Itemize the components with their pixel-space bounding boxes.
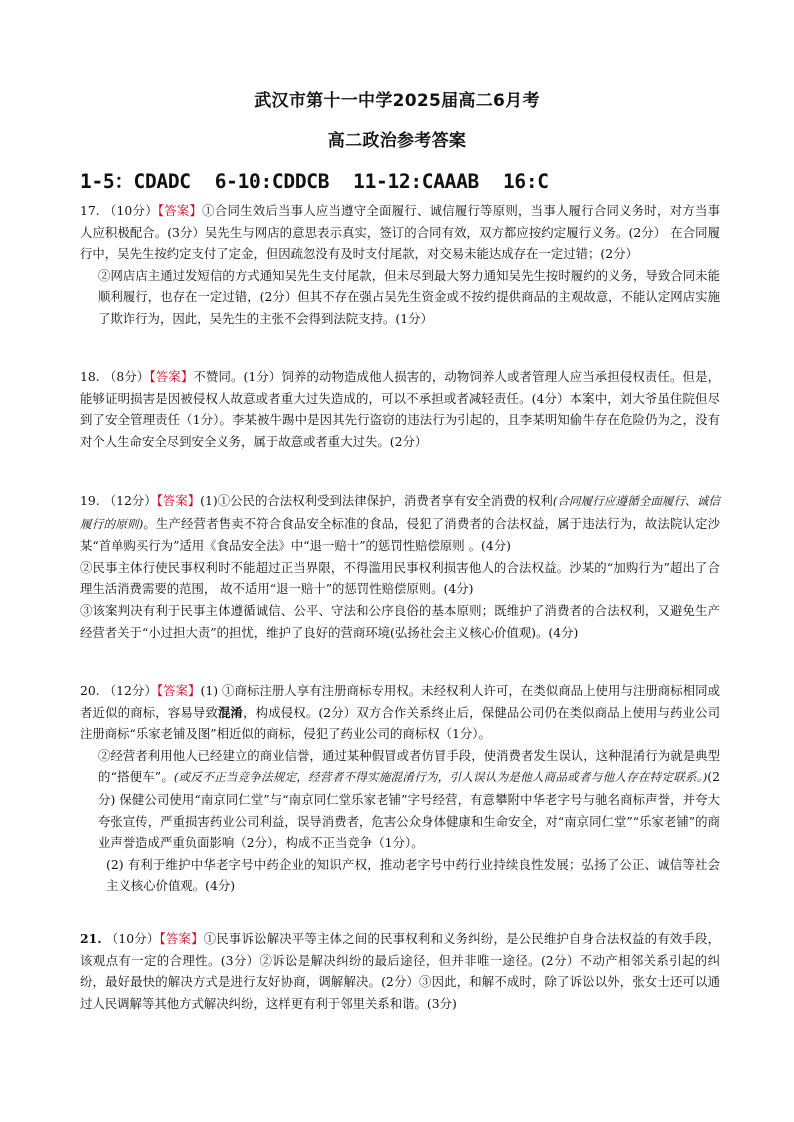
question-18 xyxy=(80,366,720,452)
question-number: 20. xyxy=(80,683,100,698)
q21-text: ①民事诉讼解决平等主体之间的民事权利和义务纠纷，是公民维护自身合法权益的有效手段，该观点有一定的合理性。(3分）②诉讼是解决纠纷的最后途径，但并非唯一途径。(2分）不动产相邻关系引起的纠纷，最好最快的解决方式是进行友好协商，调解解决。(2分）③因此，和解不成时，除了诉讼以外，张女士还可以通过人民调解等其他方式解决纠纷，这样更有利于邻里关系和谐。(3分) xyxy=(80,931,720,1011)
q20-para-3: (2) 有利于维护中华老字号中药企业的知识产权，推动老字号中药行业持续良性发展；弘扬了公正、诚信等社会主义核心价值观。(4分) xyxy=(106,856,720,894)
question-score: （10分） xyxy=(105,931,160,946)
q20-text-1a: (1) ①商标注册人享有注册商标专用权。未经权利人许可，在类似商品上使用与注册商标相同或者近似的商标，容易导致 xyxy=(80,683,720,720)
question-21 xyxy=(80,928,720,1014)
mc-answer-group: 16:C xyxy=(502,170,549,193)
mc-answer-group: 11-12:CAAAB xyxy=(353,170,479,193)
q20-bold-term: 混淆 xyxy=(218,704,244,720)
q20-text-2a: ②经营者利用他人已经建立的商业信誉，通过某种假冒或者仿冒手段，使消费者发生误认，这种混淆行为就是典型的“搭便车”。 xyxy=(98,747,720,785)
question-number: 19. xyxy=(80,493,100,508)
q18-text: 不赞同。(1分）饲养的动物造成他人损害的，动物饲养人或者管理人应当承担侵权责任。但是，能够证明损害是因被侵权人故意或者重大过失造成的，可以不承担或者减轻责任。(4分）本案中，刘大爷虽住院但尽到了安全管理责任（1分）。李某被牛踢中是因其先行盗窃的违法行为引起的，且李某明知偷牛存在危险仍为之，没有对个人生命安全尽到安全义务，属于故意或者重大过失。(2分） xyxy=(80,369,720,449)
answer-tag: 【答案】 xyxy=(149,369,194,384)
q18-para xyxy=(80,366,720,452)
page-title: 武汉市第十一中学2025届高二6月考 xyxy=(254,91,540,111)
answer-tag: 【答案】 xyxy=(159,931,204,946)
mc-answer-group: 6-10:CDDCB xyxy=(214,170,330,193)
question-number: 18. xyxy=(80,369,100,384)
q19-text-1b: 。生产经营者售卖不符合食品安全标准的食品，侵犯了消费者的合法权益，属于违法行为，故法院认定沙某“首单购买行为”适用《食品安全法》中“退一赔十”的惩罚性赔偿原则 。(4分) xyxy=(80,515,720,554)
q17-para-1 xyxy=(80,200,720,265)
q21-para xyxy=(80,928,720,1014)
q19-text-1a: (1)①公民的合法权利受到法律保护，消费者享有安全消费的权利 xyxy=(200,493,553,508)
answer-tag: 【答案】 xyxy=(157,203,203,218)
q19-para-2: ②民事主体行使民事权利时不能超过正当界限，不得滥用民事权利损害他人的合法权益。沙某的“加购行为”超出了合理生活消费需要的范围， 故不适用“退一赔十”的惩罚性赔偿原则。(4分) xyxy=(80,559,720,597)
q17-text-1: ①合同生效后当事人应当遵守全面履行、诚信履行等原则，当事人履行合同义务时，对方当事人应积极配合。(3分）吴先生与网店的意思表示真实，签订的合同有效，双方都应按约定履行义务。(2分） 在合同履行中，吴先生按约定支付了定金，但因疏忽没有及时支付尾款，对交易未能达成存在一定过错；(2分） xyxy=(80,203,720,262)
q19-para-1 xyxy=(80,490,720,557)
q17-para-2: ②网店店主通过发短信的方式通知吴先生支付尾款，但未尽到最大努力通知吴先生按时履约的义务，导致合同未能顺利履行，也存在一定过错，(2分）但其不存在强占吴先生资金或不按约提供商品的主观故意，不能认定网店实施了欺诈行为，因此，吴先生的主张不会得到法院支持。(1分） xyxy=(98,267,720,326)
answer-tag: 【答案】 xyxy=(156,683,201,698)
question-17 xyxy=(80,200,720,330)
q20-note: (或反不正当竞争法规定，经营者不得实施混淆行为，引人误认为是他人商品或者与他人存在特定联系。) xyxy=(173,770,708,785)
answer-tag: 【答案】 xyxy=(156,493,201,508)
q20-para-2 xyxy=(80,745,720,854)
q20-text-2b: (2分) 保健公司使用“南京同仁堂”与“南京同仁堂乐家老铺”字号经营，有意攀附中华老字号与驰名商标声誉，并夸大夸张宣传，严重损害药业公司利益，误导消费者，危害公众身体健康和生命安全，对“南京同仁堂”“乐家老铺”的商业声誉造成严重负面影响（2分），构成不正当竞争（1分）。 xyxy=(98,769,721,851)
question-score: （12分） xyxy=(103,683,157,698)
question-20 xyxy=(80,680,720,897)
question-number: 17. xyxy=(80,203,100,218)
q19-para-3: ③该案判决有利于民事主体遵循诚信、公平、守法和公序良俗的基本原则；既维护了消费者的合法权利，又避免生产经营者关于“小过担大责”的担忧，维护了良好的营商环境(弘扬社会主义核心价值观)。(4分) xyxy=(80,602,720,640)
question-19 xyxy=(80,490,720,643)
question-score: （8分） xyxy=(103,369,150,384)
multiple-choice-answers xyxy=(80,166,760,194)
question-number: 21. xyxy=(80,931,102,946)
q20-para-1 xyxy=(80,680,720,745)
q20-text-1b: ，构成侵权。(2分）双方合作关系终止后，保健品公司仍在类似商品上使用与药业公司注册商标“乐家老铺及图”相近似的商标，侵犯了药业公司的商标权（1分）。 xyxy=(80,704,721,742)
q19-note: (合同履行应遵循全面履行、诚信履行的原则) xyxy=(80,494,720,531)
mc-answer-group: 1-5：CDADC xyxy=(80,170,191,193)
page-subtitle: 高二政治参考答案 xyxy=(327,131,467,151)
question-score: （10分） xyxy=(103,203,158,218)
question-score: （12分） xyxy=(103,493,157,508)
